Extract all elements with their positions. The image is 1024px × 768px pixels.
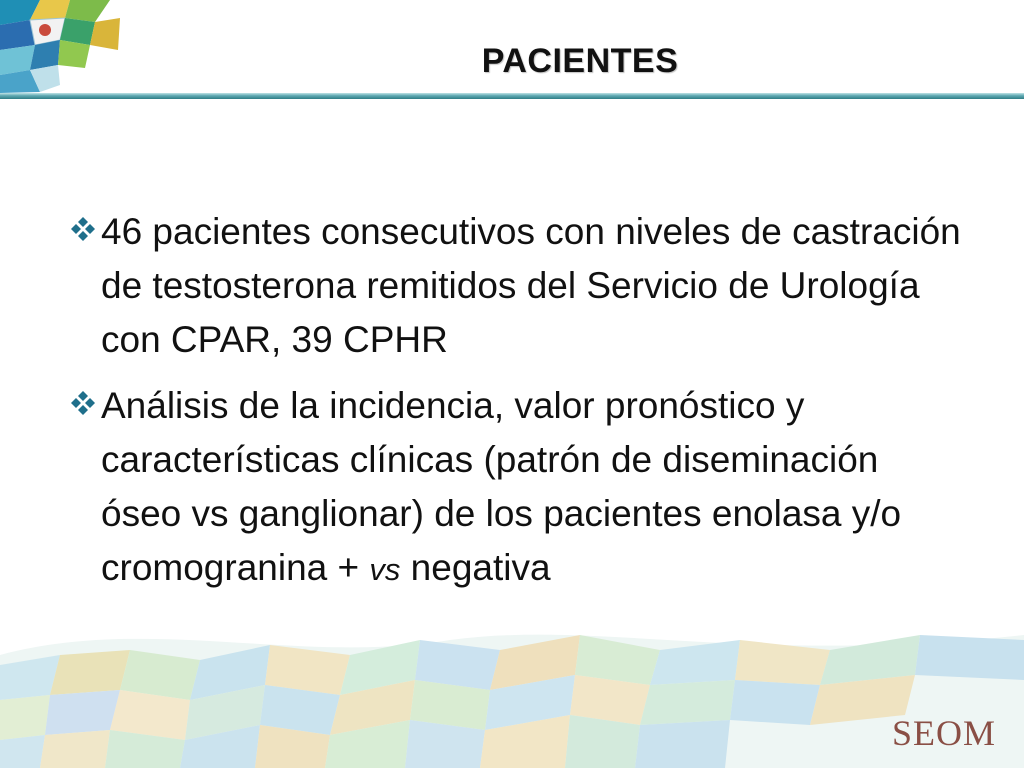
bullet-text-emphasis: vs [369, 552, 401, 587]
title-underline [0, 93, 1024, 99]
seom-logo: SEOM [891, 713, 996, 753]
bullet-text: negativa [400, 547, 551, 588]
slide-title: PACIENTES [481, 42, 679, 80]
diamond-bullet-icon [68, 215, 98, 245]
bullet-text: 46 pacientes consecutivos con niveles de castración de testosterona remitidos del Servicio de Urología con CPAR, 39 CPHR [101, 211, 961, 360]
bullet-item [68, 379, 968, 597]
diamond-bullet-icon [68, 389, 98, 419]
mosaic-decoration-bottom [0, 625, 1024, 768]
bullet-text: Análisis de la incidencia, valor pronóstico y características clínicas (patrón de diseminación óseo vs ganglionar) de los pacientes enolasa y/o cromogranina + [101, 385, 902, 588]
bullet-item [68, 205, 968, 367]
bullet-list [68, 205, 968, 609]
